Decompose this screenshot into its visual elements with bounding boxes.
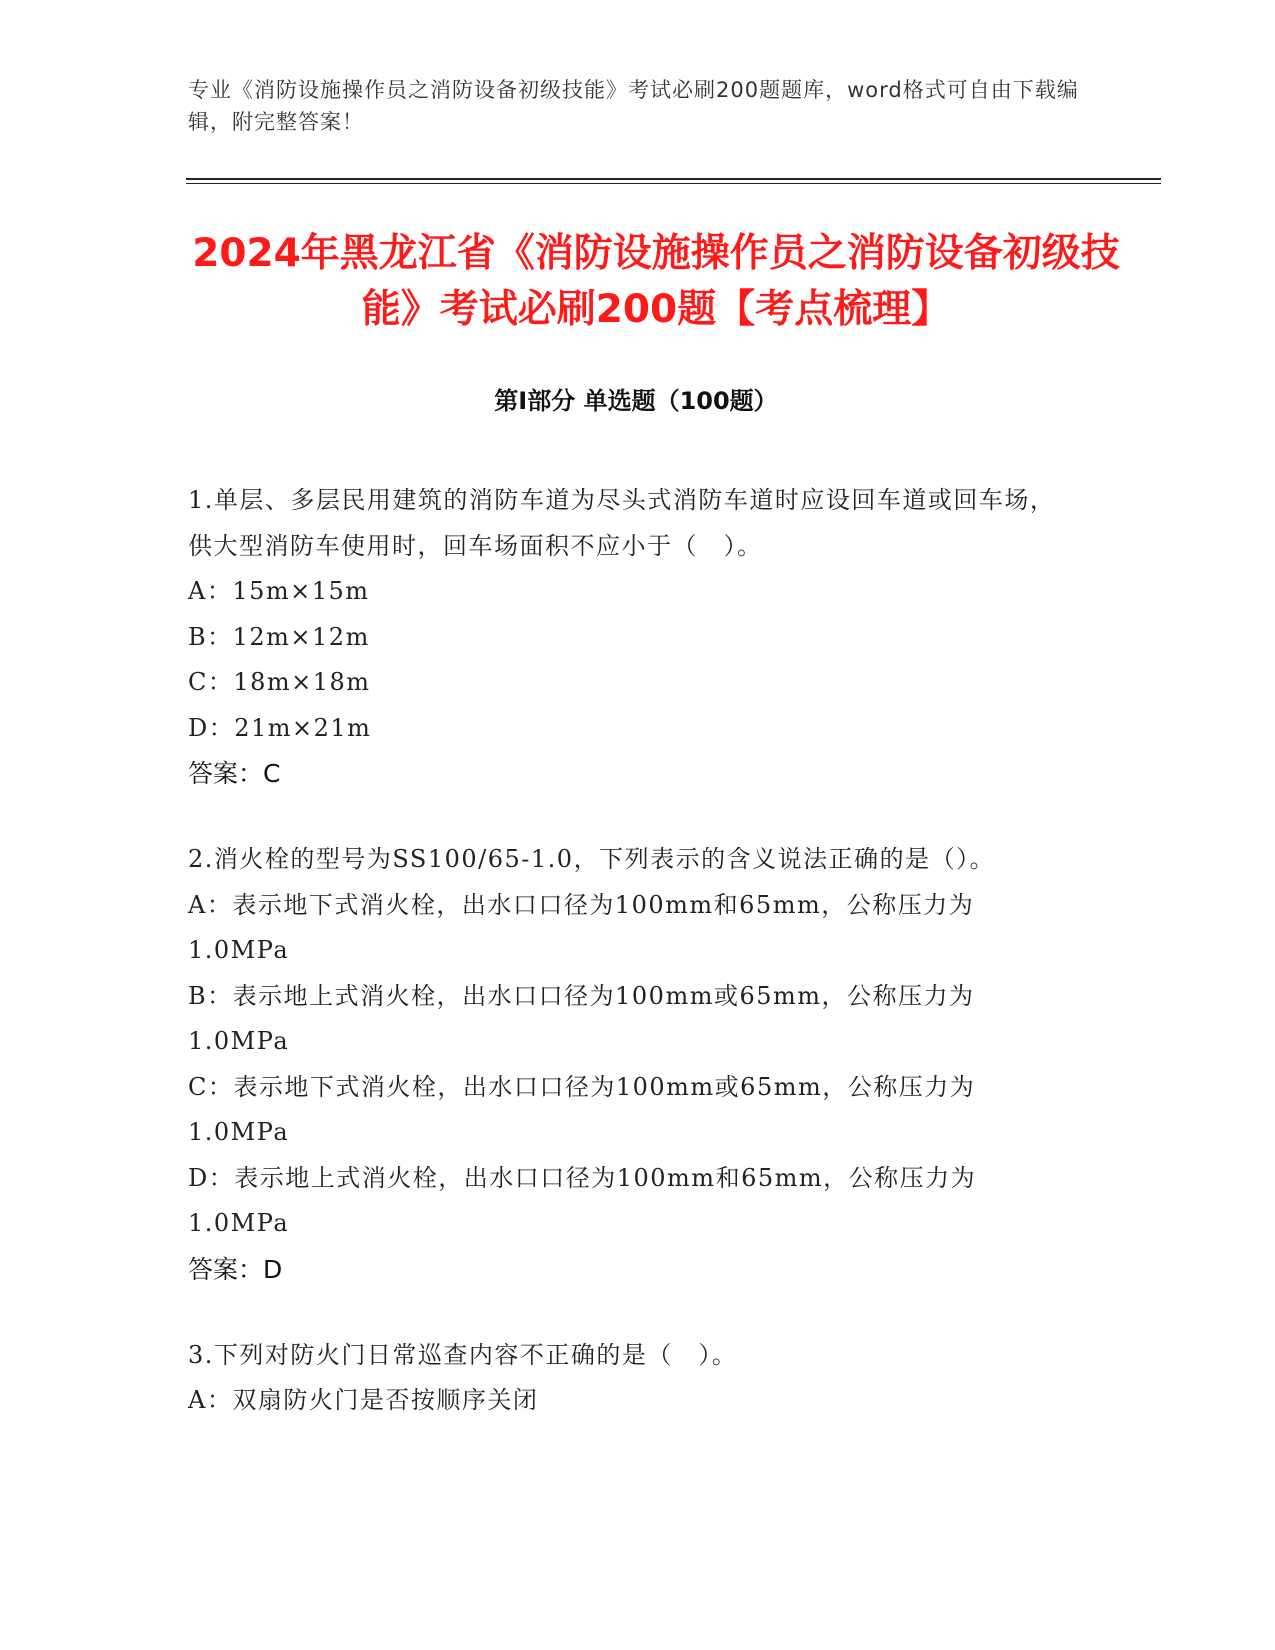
header-note: 专业《消防设施操作员之消防设备初级技能》考试必刷200题题库，word格式可自由下载编辑，附完整答案！ (188, 78, 1079, 134)
option-d: D：21m×21m (188, 713, 372, 742)
question-stem: 3.下列对防火门日常巡查内容不正确的是（ ）。 (188, 1340, 738, 1369)
option-d: D：表示地上式消火栓，出水口口径为100mm和65mm，公称压力为1.0MPa (188, 1163, 977, 1237)
option-b: B：12m×12m (188, 622, 370, 651)
section-title: 第Ⅰ部分 单选题（100题） (494, 387, 778, 415)
question-spacer (188, 1292, 1088, 1333)
answer-label: 答案：C (188, 759, 281, 788)
option-c: C：18m×18m (188, 668, 371, 696)
option-a: A：15m×15m (188, 577, 370, 605)
question-stem: 1.单层、多层民用建筑的消防车道为尽头式消防车道时应设回车道或回车场，供大型消防车使用时，回车场面积不应小于（ ）。 (188, 486, 1056, 560)
header-divider-thin (186, 183, 1161, 184)
question-stem: 2.消火栓的型号为SS100/65-1.0，下列表示的含义说法正确的是（）。 (188, 845, 996, 873)
question-3 (188, 1333, 1088, 1424)
question-list (188, 478, 1088, 1424)
question-1 (188, 478, 1088, 796)
option-c: C：表示地下式消火栓，出水口口径为100mm或65mm，公称压力为1.0MPa (188, 1072, 976, 1146)
option-b: B：表示地上式消火栓，出水口口径为100mm或65mm，公称压力为1.0MPa (188, 981, 975, 1055)
document-title: 2024年黑龙江省《消防设施操作员之消防设备初级技能》考试必刷200题【考点梳理】 (192, 231, 1120, 332)
option-a: A：双扇防火门是否按顺序关闭 (188, 1386, 539, 1414)
header-divider (186, 178, 1161, 180)
option-a: A：表示地下式消火栓，出水口口径为100mm和65mm，公称压力为1.0MPa (188, 890, 975, 964)
answer-label: 答案：D (188, 1254, 283, 1284)
question-2 (188, 837, 1088, 1292)
question-spacer (188, 796, 1088, 837)
